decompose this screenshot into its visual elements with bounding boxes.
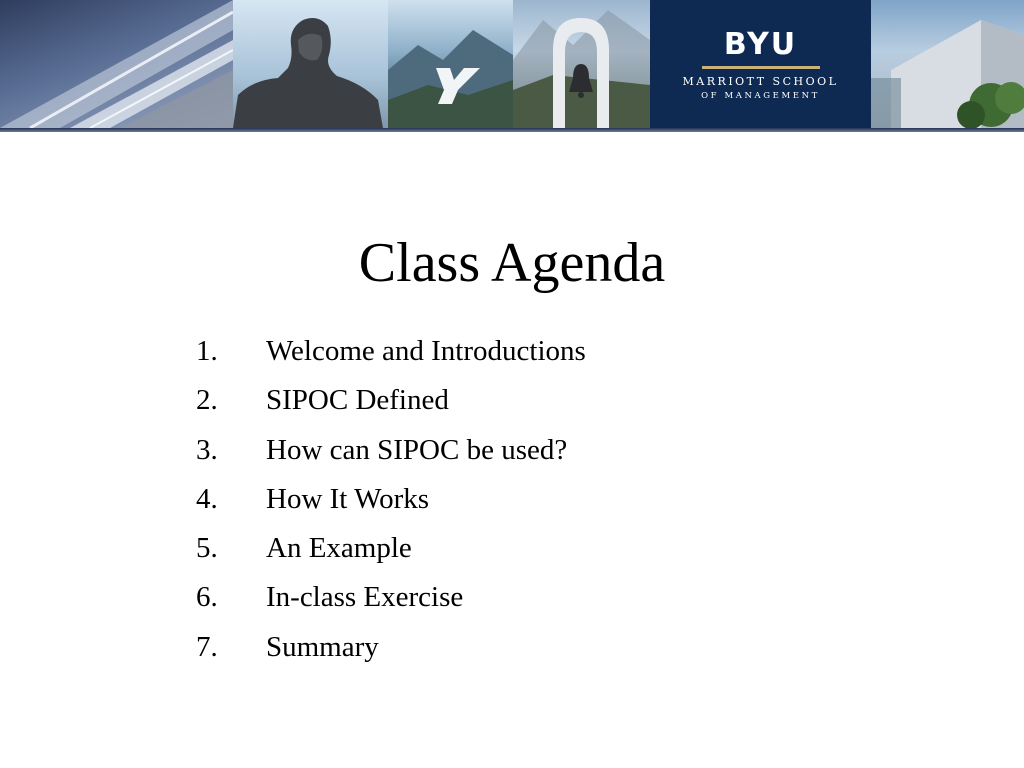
agenda-item-text: SIPOC Defined <box>266 384 449 417</box>
statue-photo <box>233 0 388 128</box>
slide-title: Class Agenda <box>358 232 666 294</box>
agenda-item-text: An Example <box>266 532 412 565</box>
agenda-item-number: 2. <box>196 384 218 417</box>
agenda-item-text: Welcome and Introductions <box>266 335 586 367</box>
logo-rule <box>702 66 820 69</box>
agenda-item <box>196 476 586 525</box>
byu-logo <box>650 0 871 128</box>
agenda-item-text: In-class Exercise <box>266 581 464 614</box>
agenda-item-number: 4. <box>196 482 218 515</box>
agenda-item-text: Summary <box>266 630 379 663</box>
agenda-item-text: How can SIPOC be used? <box>266 433 568 466</box>
agenda-item-number: 6. <box>196 581 218 614</box>
mountain-y-photo <box>388 0 513 128</box>
agenda-item-text: How It Works <box>266 482 430 515</box>
agenda-item <box>196 328 586 377</box>
logo-school-subtitle: OF MANAGEMENT <box>701 91 820 101</box>
agenda-item <box>196 427 586 476</box>
agenda-item-number: 5. <box>196 532 218 565</box>
header-banner <box>0 0 1024 128</box>
bell-arch-photo <box>513 0 650 128</box>
agenda-item <box>196 377 586 426</box>
building-photo <box>0 0 233 128</box>
building-tree-photo <box>871 0 1024 128</box>
logo-school-name: MARRIOTT SCHOOL <box>682 75 839 88</box>
agenda-item <box>196 574 586 623</box>
agenda-item-number: 7. <box>196 630 218 663</box>
agenda-list <box>196 328 586 673</box>
agenda-item <box>196 525 586 574</box>
agenda-item-number: 1. <box>196 335 218 367</box>
agenda-item <box>196 624 586 673</box>
byu-wordmark: BYU <box>723 27 798 62</box>
agenda-item-number: 3. <box>196 433 218 466</box>
banner-divider <box>0 128 1024 132</box>
